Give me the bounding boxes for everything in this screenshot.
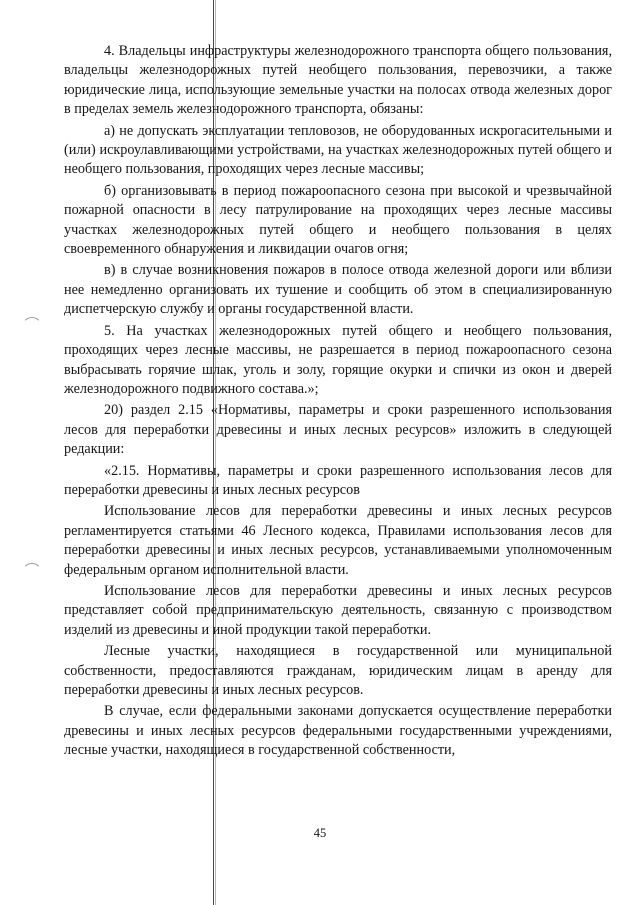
paragraph-item-20: 20) раздел 2.15 «Нормативы, параметры и сроки разрешенного использования лесов для переработки древесины и иных лесных ресурсов» изложить в следующей редакции: [64,402,612,458]
document-body [64,42,612,761]
paragraph-subitem-a: а) не допускать эксплуатации тепловозов, не оборудованных искрогасительными и (или) искроулавливающими устройствами, на участках железнодорожных путей общего и необщего пользования, проходящих через лесные массивы; [64,122,612,178]
paragraph-item-4: 4. Владельцы инфраструктуры железнодорожного транспорта общего пользования, владельцы железнодорожных путей необщего пользования, перевозчики, а также юридические лица, использующие земельные участки на полосах отвода железных дорог в пределах земель железнодорожного транспорта, обязаны: [64,43,612,118]
punch-hole-mark-bottom [22,563,42,583]
paragraph-lease: Лесные участки, находящиеся в государственной или муниципальной собственности, предоставляются гражданам, юридическим лицам в аренду для переработки древесины и иных лесных ресурсов. [64,643,612,698]
paragraph-item-5: 5. На участках железнодорожных путей общего и необщего пользования, проходящих через лесные массивы, не разрешается в период пожароопасного сезона выбрасывать горячие шлак, уголь и золу, горящие окурки и спички из окон и дверей железнодорожного подвижного состава.»; [64,322,612,397]
page-number: 45 [313,826,327,840]
paragraph-regulation: Использование лесов для переработки древесины и иных лесных ресурсов регламентируется статьями 46 Лесного кодекса, Правилами использования лесов для переработки древесины и иных лесных ресурсов, устанавливаемыми уполномоченным федеральным органом исполнительной власти. [64,503,612,578]
paragraph-subitem-v: в) в случае возникновения пожаров в полосе отвода железной дороги или вблизи нее немедленно организовать их тушение и сообщить об этом в специализированную диспетчерскую службу и органы государственной власти. [64,262,612,318]
paragraph-subitem-b: б) организовывать в период пожароопасного сезона при высокой и чрезвычайной пожарной опасности в лесу патрулирование на проходящих через лесные массивы участках железнодорожных путей общего и необщего пользования в целях своевременного обнаружения и ликвидации очагов огня; [64,182,612,258]
paragraph-federal-institutions: В случае, если федеральными законами допускается осуществление переработки древесины и иных лесных ресурсов федеральными государственными учреждениями, лесные участки, находящиеся в государственной собственности, [64,703,612,759]
section-heading-2-15: «2.15. Нормативы, параметры и сроки разрешенного использования лесов для переработки древесины и иных лесных ресурсов [64,462,612,498]
paragraph-entrepreneurship: Использование лесов для переработки древесины и иных лесных ресурсов представляет собой предпринимательскую деятельность, связанную с производством изделий из древесины и иной продукции такой переработки. [64,582,612,638]
punch-hole-mark-top [22,317,42,337]
